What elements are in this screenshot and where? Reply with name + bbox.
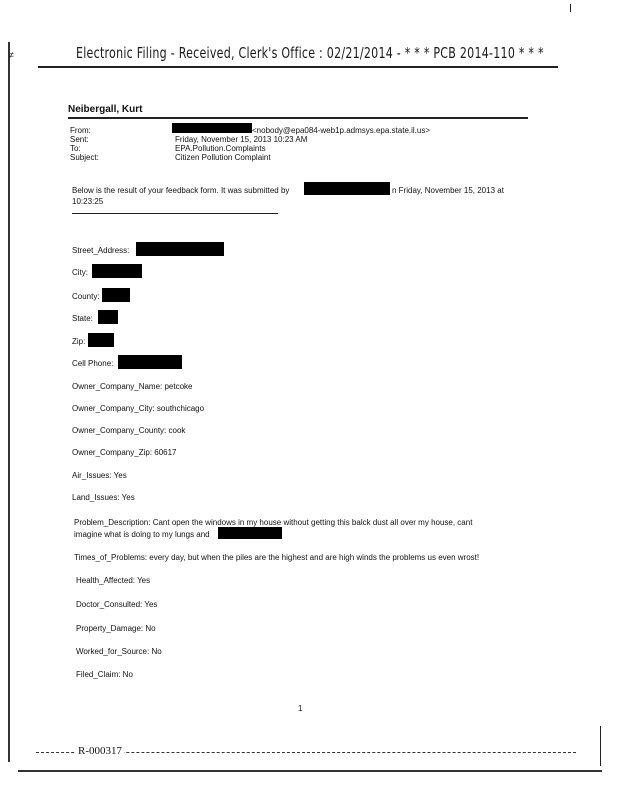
field-property: Property_Damage: No	[76, 624, 156, 633]
field-owner-city: Owner_Company_City: southchicago	[72, 404, 205, 413]
field-owner-zip: Owner_Company_Zip: 60617	[72, 448, 177, 457]
field-owner-name: Owner_Company_Name: petcoke	[72, 382, 193, 391]
field-county: County:	[72, 292, 100, 301]
redaction-problem	[218, 527, 282, 539]
page-number: 1	[298, 704, 303, 713]
field-street: Street_Address:	[72, 246, 130, 255]
intro-text: Below is the result of your feedback form. It was submitted by	[72, 186, 290, 195]
scan-tick	[570, 4, 571, 12]
field-health: Health_Affected: Yes	[76, 576, 151, 585]
sender-name: Neibergall, Kurt	[68, 104, 143, 115]
field-owner-county: Owner_Company_County: cook	[72, 426, 186, 435]
scan-mark: ≠	[9, 50, 14, 60]
field-problem-line1: Problem_Description: Cant open the windows in my house without getting this balck dust all over my house, cant	[74, 518, 473, 527]
from-value: <nobody@epa084-web1p.admsys.epa.state.il.us>	[252, 126, 431, 135]
field-air-issues: Air_Issues: Yes	[72, 471, 127, 480]
scan-edge-left	[8, 42, 10, 762]
field-worked: Worked_for_Source: No	[76, 647, 162, 656]
field-filed: Filed_Claim: No	[76, 670, 133, 679]
scan-edge-bottom	[18, 770, 602, 772]
header-rule	[68, 117, 528, 119]
redaction-county	[102, 288, 130, 302]
redaction-cell	[118, 355, 182, 369]
field-zip: Zip:	[72, 337, 86, 346]
redaction-street	[136, 242, 224, 256]
redaction-from	[172, 123, 252, 133]
scan-edge-right	[600, 726, 601, 766]
field-land-issues: Land_Issues: Yes	[72, 493, 135, 502]
sent-value: Friday, November 15, 2013 10:23 AM	[175, 135, 308, 144]
bates-number: R-000317	[78, 745, 122, 757]
field-cell-phone: Cell Phone:	[72, 359, 114, 368]
from-label: From:	[70, 126, 91, 135]
sent-label: Sent:	[70, 135, 89, 144]
field-times: Times_of_Problems: every day, but when the piles are the highest and are high winds the problems us even wrost!	[74, 553, 480, 562]
field-doctor: Doctor_Consulted: Yes	[76, 600, 158, 609]
redaction-state	[98, 310, 118, 324]
stamp-underline	[38, 66, 558, 68]
filing-stamp: Electronic Filing - Received, Clerk's Office : 02/21/2014 - * * * PCB 2014-110 * * *	[76, 44, 544, 62]
intro-date: n Friday, November 15, 2013 at	[392, 186, 504, 195]
intro-time: 10:23:25	[72, 197, 104, 206]
field-city: City:	[72, 268, 88, 277]
to-label: To:	[70, 144, 81, 153]
subject-label: Subject:	[70, 153, 99, 162]
redaction-city	[92, 264, 142, 278]
redaction-submitter	[304, 182, 390, 195]
to-value: EPA.Pollution.Complaints	[175, 144, 266, 153]
field-problem-line2: imagine what is doing to my lungs and	[74, 530, 210, 539]
intro-rule	[72, 213, 278, 214]
subject-value: Citizen Pollution Complaint	[175, 153, 271, 162]
redaction-zip	[88, 333, 114, 347]
field-state: State:	[72, 314, 93, 323]
